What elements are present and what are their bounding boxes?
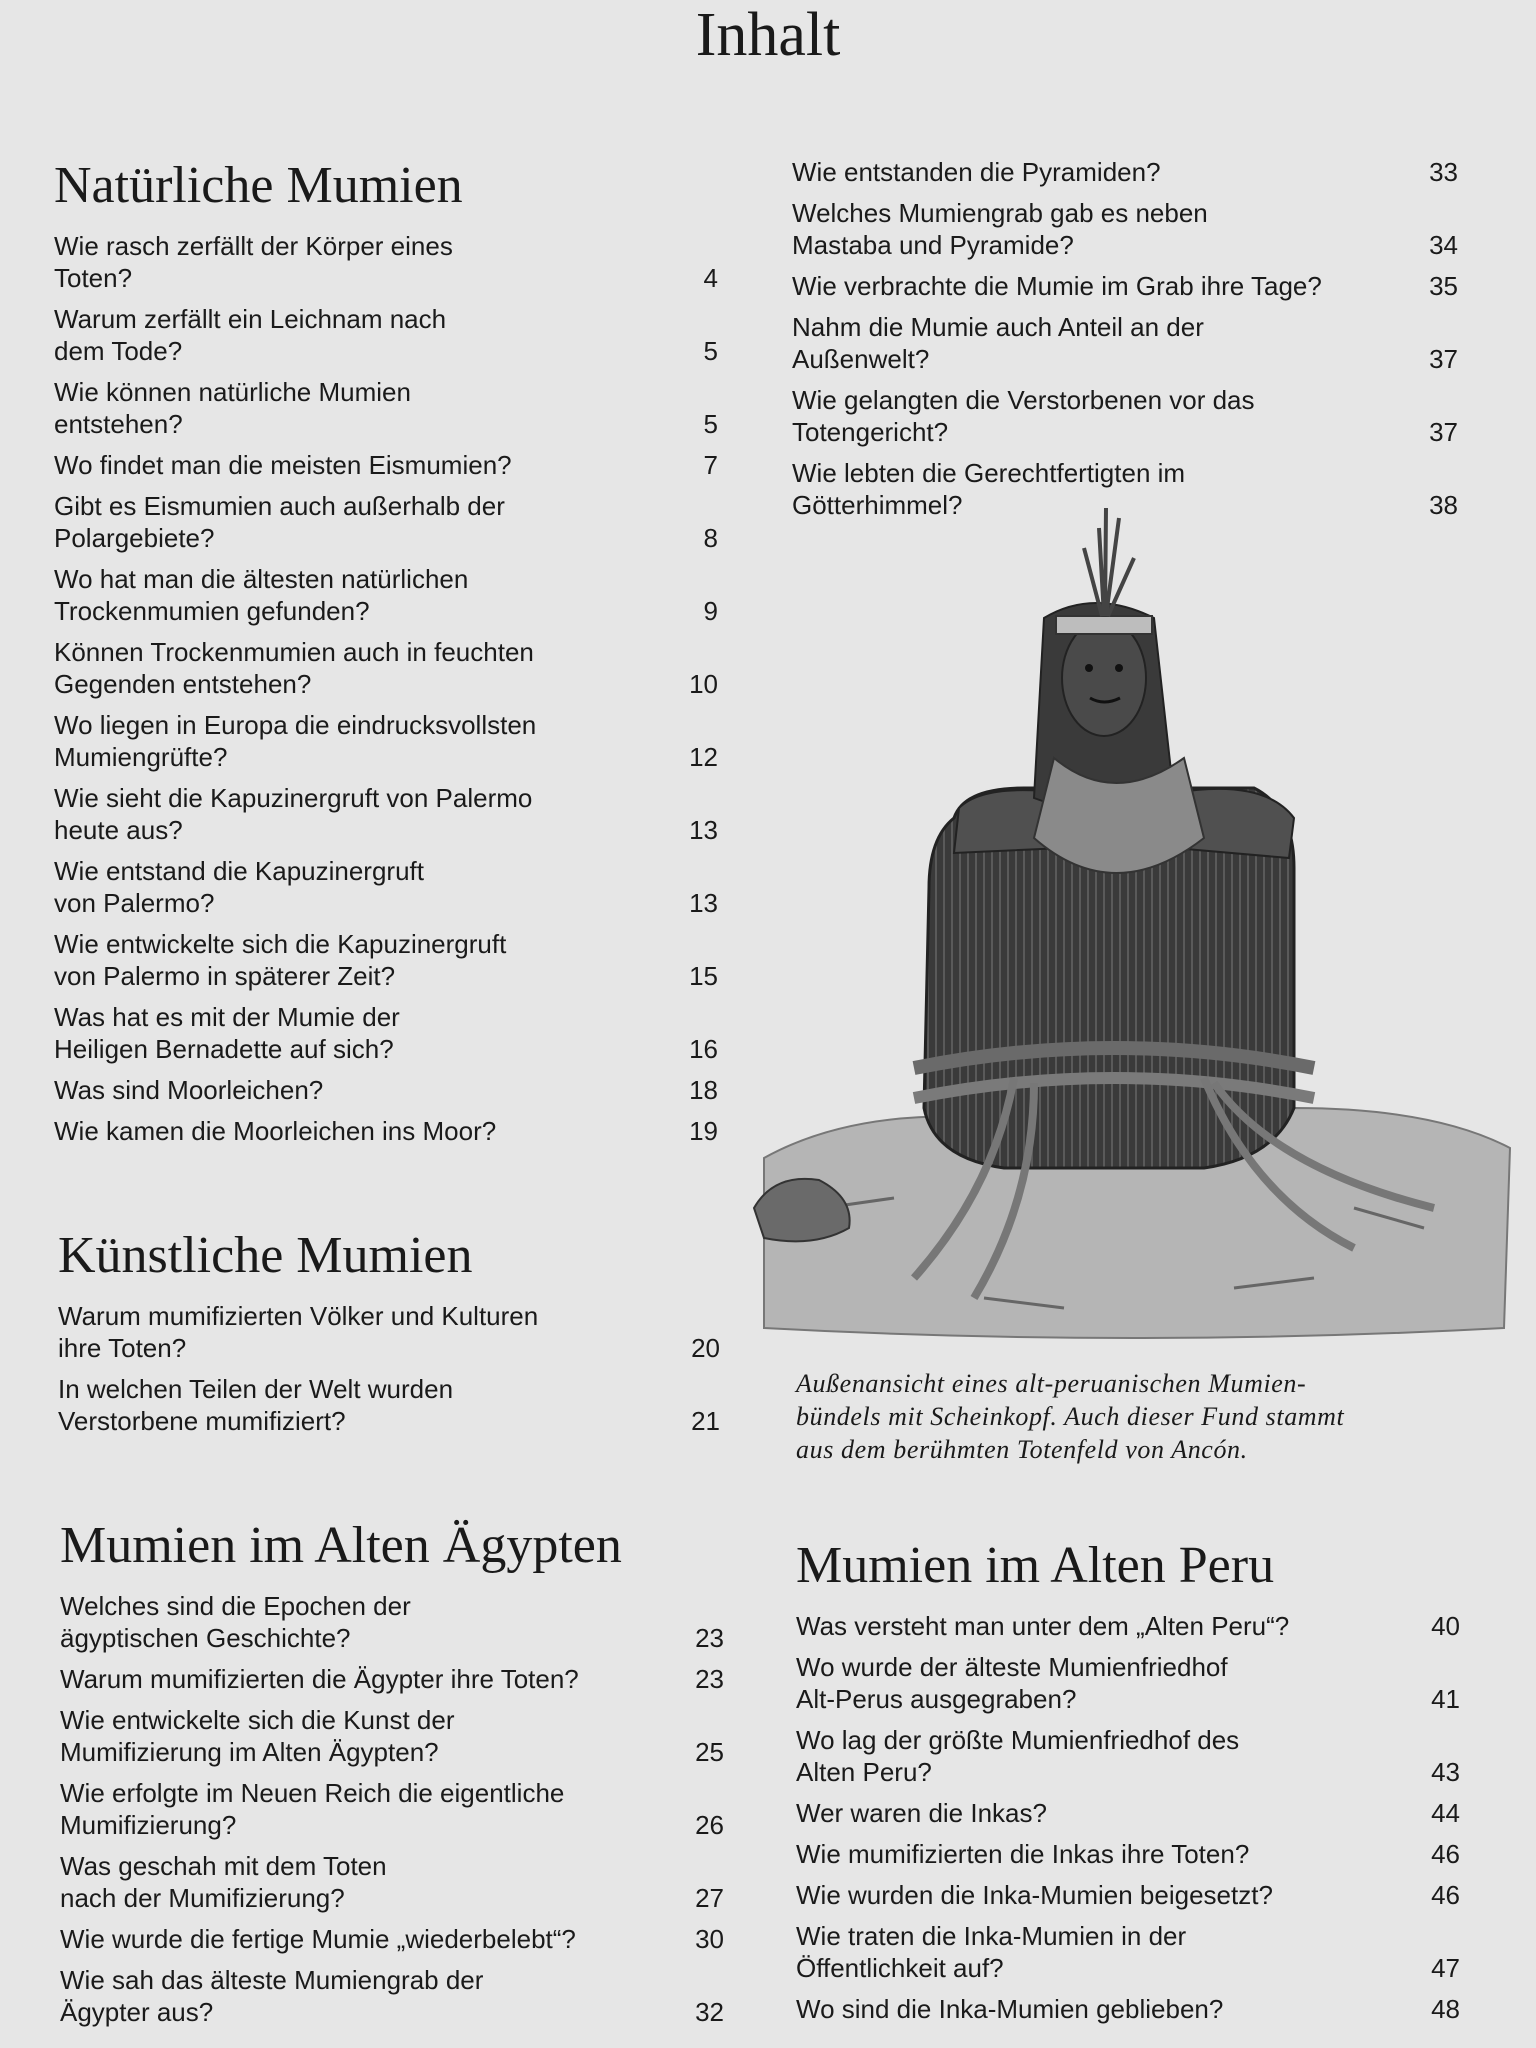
toc-entry[interactable] <box>796 1651 1460 1715</box>
toc-entry[interactable] <box>792 197 1458 261</box>
toc-question: Wie gelangten die Verstorbenen vor das Totengericht? <box>792 385 1255 447</box>
toc-page-number: 5 <box>703 336 718 366</box>
toc-question: Was geschah mit dem Toten nach der Mumifizierung? <box>60 1851 387 1913</box>
toc-page-number: 7 <box>703 450 718 480</box>
toc-question: Wie entwickelte sich die Kapuzinergruft von Palermo in späterer Zeit? <box>54 929 507 991</box>
toc-entry[interactable] <box>54 1074 718 1106</box>
toc-page-number: 25 <box>695 1737 724 1767</box>
toc-question: Wo lag der größte Mumienfriedhof des Alten Peru? <box>796 1725 1240 1787</box>
toc-question: Wie mumifizierten die Inkas ihre Toten? <box>796 1839 1250 1869</box>
page-title: Inhalt <box>695 1 841 69</box>
toc-entry[interactable] <box>796 1993 1460 2025</box>
toc-entry[interactable] <box>792 311 1458 375</box>
toc-question: Wie wurde die fertige Mumie „wiederbelebt“? <box>60 1924 576 1954</box>
toc-entry[interactable] <box>54 709 718 773</box>
toc-page-number: 47 <box>1431 1953 1460 1983</box>
toc-page-number: 46 <box>1431 1880 1460 1910</box>
toc-page-number: 26 <box>695 1810 724 1840</box>
toc-page-number: 19 <box>689 1116 718 1146</box>
toc-entry[interactable] <box>60 1590 724 1654</box>
toc-entry[interactable] <box>796 1838 1460 1870</box>
toc-question: Gibt es Eismumien auch außerhalb der Polargebiete? <box>54 491 505 553</box>
toc-entry[interactable] <box>54 1001 718 1065</box>
toc-question: Wo hat man die ältesten natürlichen Trockenmumien gefunden? <box>54 564 469 626</box>
toc-page-number: 15 <box>689 961 718 991</box>
toc-page-number: 30 <box>695 1924 724 1954</box>
toc-question: Wo liegen in Europa die eindrucksvollsten Mumiengrüfte? <box>54 710 537 772</box>
toc-page-number: 27 <box>695 1883 724 1913</box>
toc-entry[interactable] <box>54 376 718 440</box>
toc-page-number: 38 <box>1429 490 1458 520</box>
toc-entry[interactable] <box>54 303 718 367</box>
toc-page-number: 12 <box>689 742 718 772</box>
toc-question: Wie rasch zerfällt der Körper eines Toten? <box>54 231 453 293</box>
toc-entry[interactable] <box>54 636 718 700</box>
toc-page-number: 23 <box>695 1623 724 1653</box>
toc-page-number: 20 <box>691 1333 720 1363</box>
toc-question: Welches Mumiengrab gab es neben Mastaba und Pyramide? <box>792 198 1208 260</box>
toc-question: Was versteht man unter dem „Alten Peru“? <box>796 1611 1290 1641</box>
toc-page-number: 9 <box>703 596 718 626</box>
toc-page-number: 37 <box>1429 344 1458 374</box>
toc-entry[interactable] <box>54 449 718 481</box>
toc-entry[interactable] <box>60 1704 724 1768</box>
toc-question: Wie wurden die Inka-Mumien beigesetzt? <box>796 1880 1273 1910</box>
mummy-bundle-illustration <box>734 508 1520 1348</box>
toc-question: Wie verbrachte die Mumie im Grab ihre Tage? <box>792 271 1322 301</box>
toc-entry[interactable] <box>796 1724 1460 1788</box>
toc-page-number: 23 <box>695 1664 724 1694</box>
toc-question: Welches sind die Epochen der ägyptischen Geschichte? <box>60 1591 411 1653</box>
toc-question: Was hat es mit der Mumie der Heiligen Bernadette auf sich? <box>54 1002 400 1064</box>
toc-page-number: 21 <box>691 1406 720 1436</box>
toc-question: Wo wurde der älteste Mumienfriedhof Alt-Perus ausgegraben? <box>796 1652 1228 1714</box>
section-mumien-peru <box>796 1538 1460 2034</box>
toc-entry[interactable] <box>60 1777 724 1841</box>
toc-page-number: 41 <box>1431 1684 1460 1714</box>
toc-page-number: 5 <box>703 409 718 439</box>
toc-entry[interactable] <box>60 1850 724 1914</box>
toc-page-number: 44 <box>1431 1798 1460 1828</box>
toc-page-number: 16 <box>689 1034 718 1064</box>
toc-page-number: 37 <box>1429 417 1458 447</box>
section-natuerliche-mumien <box>54 158 718 1156</box>
toc-page-number: 40 <box>1431 1611 1460 1641</box>
toc-question: Warum mumifizierten Völker und Kulturen ihre Toten? <box>58 1301 539 1363</box>
toc-question: Warum mumifizierten die Ägypter ihre Toten? <box>60 1664 579 1694</box>
toc-entry[interactable] <box>796 1610 1460 1642</box>
toc-question: Wie entwickelte sich die Kunst der Mumifizierung im Alten Ägypten? <box>60 1705 455 1767</box>
toc-page-number: 13 <box>689 815 718 845</box>
toc-entry[interactable] <box>792 384 1458 448</box>
toc-question: Wie kamen die Moorleichen ins Moor? <box>54 1116 497 1146</box>
toc-entry[interactable] <box>54 1115 718 1147</box>
toc-question: In welchen Teilen der Welt wurden Verstorbene mumifiziert? <box>58 1374 454 1436</box>
toc-entry[interactable] <box>54 855 718 919</box>
toc-entry[interactable] <box>54 563 718 627</box>
toc-entry[interactable] <box>58 1300 720 1364</box>
section-kuenstliche-mumien <box>58 1228 720 1446</box>
toc-page-number: 4 <box>703 263 718 293</box>
toc-question: Warum zerfällt ein Leichnam nach dem Tode? <box>54 304 447 366</box>
toc-page-number: 33 <box>1429 157 1458 187</box>
toc-page-number: 8 <box>703 523 718 553</box>
toc-question: Wie entstanden die Pyramiden? <box>792 157 1161 187</box>
toc-question: Wer waren die Inkas? <box>796 1798 1047 1828</box>
toc-question: Wie traten die Inka-Mumien in der Öffentlichkeit auf? <box>796 1921 1187 1983</box>
toc-page-number: 48 <box>1431 1994 1460 2024</box>
toc-entry[interactable] <box>54 490 718 554</box>
toc-entry[interactable] <box>58 1373 720 1437</box>
toc-entry[interactable] <box>54 230 718 294</box>
toc-page-number: 13 <box>689 888 718 918</box>
toc-entry[interactable] <box>54 782 718 846</box>
toc-entry[interactable] <box>60 1663 724 1695</box>
toc-question: Wie sah das älteste Mumiengrab der Ägypter aus? <box>60 1965 484 2027</box>
toc-entry[interactable] <box>796 1797 1460 1829</box>
section-heading: Natürliche Mumien <box>54 157 463 214</box>
toc-page-number: 35 <box>1429 271 1458 301</box>
toc-question: Was sind Moorleichen? <box>54 1075 324 1105</box>
toc-page-number: 32 <box>695 1997 724 2027</box>
toc-page-number: 34 <box>1429 230 1458 260</box>
section-mumien-aegypten <box>60 1518 724 2037</box>
section-heading: Mumien im Alten Peru <box>796 1537 1275 1594</box>
section-heading: Künstliche Mumien <box>58 1227 473 1284</box>
section-mumien-aegypten-continued <box>792 156 1458 530</box>
toc-page-number: 46 <box>1431 1839 1460 1869</box>
toc-question: Nahm die Mumie auch Anteil an der Außenwelt? <box>792 312 1204 374</box>
toc-entry[interactable] <box>796 1879 1460 1911</box>
toc-question: Wie lebten die Gerechtfertigten im Götterhimmel? <box>792 458 1186 520</box>
toc-entry[interactable] <box>54 928 718 992</box>
section-heading: Mumien im Alten Ägypten <box>60 1517 622 1574</box>
toc-page-number: 10 <box>689 669 718 699</box>
figure-caption: Außenansicht eines alt-peruanischen Mumien- bündels mit Scheinkopf. Auch dieser Fund stammt aus dem berühmten Totenfeld von Ancón. <box>796 1369 1345 1464</box>
toc-question: Wie sieht die Kapuzinergruft von Palermo heute aus? <box>54 783 533 845</box>
toc-question: Wie erfolgte im Neuen Reich die eigentliche Mumifizierung? <box>60 1778 565 1840</box>
toc-entry[interactable] <box>60 1923 724 1955</box>
toc-question: Wo findet man die meisten Eismumien? <box>54 450 512 480</box>
toc-entry[interactable] <box>796 1920 1460 1984</box>
toc-page-number: 43 <box>1431 1757 1460 1787</box>
toc-page-number: 18 <box>689 1075 718 1105</box>
toc-entry[interactable] <box>792 156 1458 188</box>
toc-question: Wie können natürliche Mumien entstehen? <box>54 377 411 439</box>
toc-entry[interactable] <box>60 1964 724 2028</box>
toc-question: Wie entstand die Kapuzinergruft von Palermo? <box>54 856 424 918</box>
toc-entry[interactable] <box>792 270 1458 302</box>
toc-question: Wo sind die Inka-Mumien geblieben? <box>796 1994 1224 2024</box>
toc-question: Können Trockenmumien auch in feuchten Gegenden entstehen? <box>54 637 534 699</box>
